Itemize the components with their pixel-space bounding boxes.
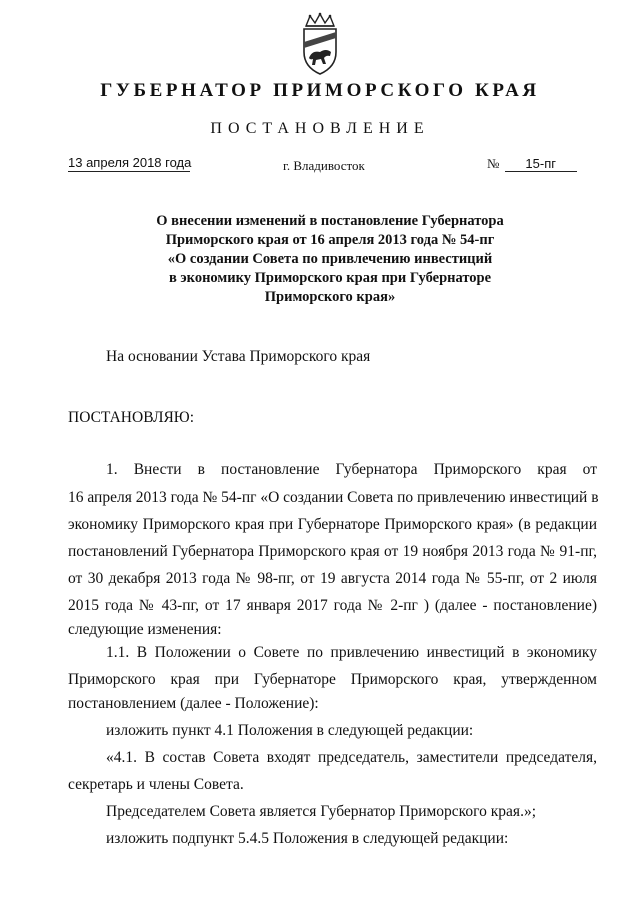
body-line: Приморского края при Губернаторе Приморского края, утвержденном <box>68 671 597 688</box>
document-date: 13 апреля 2018 года <box>68 155 192 170</box>
body-line: 1. Внести в постановление Губернатора Приморского края от <box>106 461 597 478</box>
document-title <box>130 212 530 307</box>
number-value: 15-пг <box>505 156 577 172</box>
body-line: постановлением (далее - Положение): <box>68 695 319 712</box>
body-line: 1.1. В Положении о Совете по привлечению инвестиций в экономику <box>106 644 597 661</box>
body-line: секретарь и члены Совета. <box>68 776 244 793</box>
document-number <box>487 155 577 173</box>
title-line: «О создании Совета по привлечению инвестиций <box>167 251 493 267</box>
body-line: Председателем Совета является Губернатор Приморского края.»; <box>106 803 536 820</box>
coat-of-arms-emblem <box>296 12 344 76</box>
title-line: Приморского края» <box>264 289 396 305</box>
title-line: Приморского края от 16 апреля 2013 года № 54-пг <box>165 232 495 248</box>
body-line: следующие изменения: <box>68 621 222 638</box>
body-line: от 30 декабря 2013 года № 98-пг, от 19 августа 2014 года № 55-пг, от 2 июля <box>68 570 597 587</box>
body-line: изложить пункт 4.1 Положения в следующей редакции: <box>106 722 474 739</box>
body-line: 2015 года № 43-пг, от 17 января 2017 года № 2-пг ) (далее - постановление) <box>68 597 597 614</box>
body-line: постановлений Губернатора Приморского края от 19 ноября 2013 года № 91-пг, <box>68 543 597 560</box>
body-line: 16 апреля 2013 года № 54-пг «О создании Совета по привлечению инвестиций в <box>68 489 599 506</box>
body-line: изложить подпункт 5.4.5 Положения в следующей редакции: <box>106 830 509 847</box>
issuing-authority: ГУБЕРНАТОР ПРИМОРСКОГО КРАЯ <box>100 80 540 101</box>
title-line: в экономику Приморского края при Губернаторе <box>168 270 492 286</box>
body-line: «4.1. В состав Совета входят председатель, заместители председателя, <box>106 749 597 766</box>
legal-basis: На основании Устава Приморского края <box>106 348 371 365</box>
number-sign: № <box>487 156 500 171</box>
document-city: г. Владивосток <box>283 158 365 173</box>
body-line: экономику Приморского края при Губернаторе Приморского края» (в редакции <box>68 516 597 533</box>
document-type: ПОСТАНОВЛЕНИЕ <box>210 120 430 137</box>
decree-heading: ПОСТАНОВЛЯЮ: <box>68 409 195 426</box>
coat-of-arms-icon <box>296 12 344 76</box>
title-line: О внесении изменений в постановление Губернатора <box>156 213 504 229</box>
